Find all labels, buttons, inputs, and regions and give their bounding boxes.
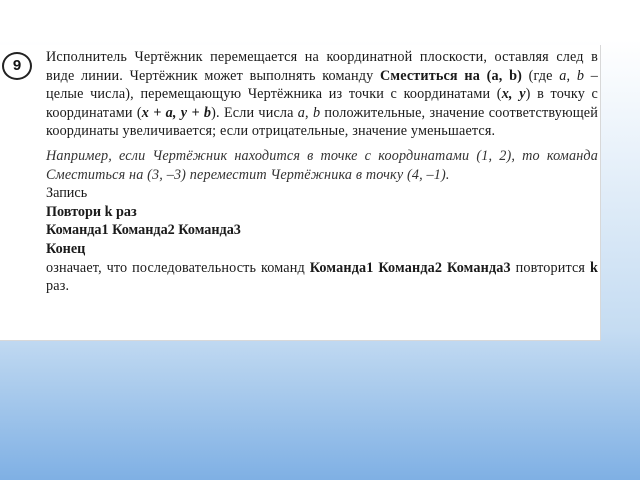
var-b: b: [576, 67, 585, 84]
intro-text-2: (где: [521, 67, 560, 84]
intro-text-3: ,: [566, 67, 577, 84]
intro-command: Сместиться на (a, b): [379, 67, 522, 84]
meaning-text-1: означает, что последовательность команд: [46, 259, 310, 276]
example-paragraph: Например, если Чертёжник находится в точке с координатами (1, 2), то команда Сместиться на (3, –3) переместит Чертёжника в точку (4, –1).: [46, 147, 598, 183]
intro-text-8: положительные, значение соответствующей координаты увеличивается; если отрицательные, значение уменьшается.: [46, 104, 598, 140]
var-b-2: b: [312, 104, 321, 121]
end-line: Конец: [46, 240, 86, 257]
intro-text-5: ) в точку с координатами (: [46, 86, 599, 121]
task-number-badge: 9: [2, 52, 32, 80]
coords-shifted: x + a, y + b: [141, 104, 212, 121]
var-a-2: a: [297, 104, 306, 121]
task-text: [46, 48, 598, 296]
meaning-commands: Команда1 Команда2 Команда3: [309, 259, 511, 276]
repeat-line: Повтори k раз: [46, 203, 137, 220]
intro-text-7: ,: [305, 104, 313, 121]
intro-paragraph: [46, 48, 598, 141]
var-k: k: [589, 259, 598, 276]
meaning-paragraph: [46, 259, 598, 296]
commands-line: Команда1 Команда2 Команда3: [46, 222, 241, 239]
intro-text-4: – целые числа), перемещающую Чертёжника из точки с координатами (: [46, 67, 598, 103]
record-label: Запись: [46, 185, 88, 202]
intro-text-1: Исполнитель Чертёжник перемещается на координатной плоскости, оставляя след в виде линии. Чертёжник может выполнять команду: [46, 49, 598, 84]
meaning-text-2: повторится: [510, 259, 590, 276]
coords-xy: x, y: [501, 86, 526, 103]
meaning-text-3: раз.: [46, 278, 70, 295]
intro-text-6: ). Если числа: [211, 104, 298, 121]
var-a: a: [559, 67, 567, 84]
